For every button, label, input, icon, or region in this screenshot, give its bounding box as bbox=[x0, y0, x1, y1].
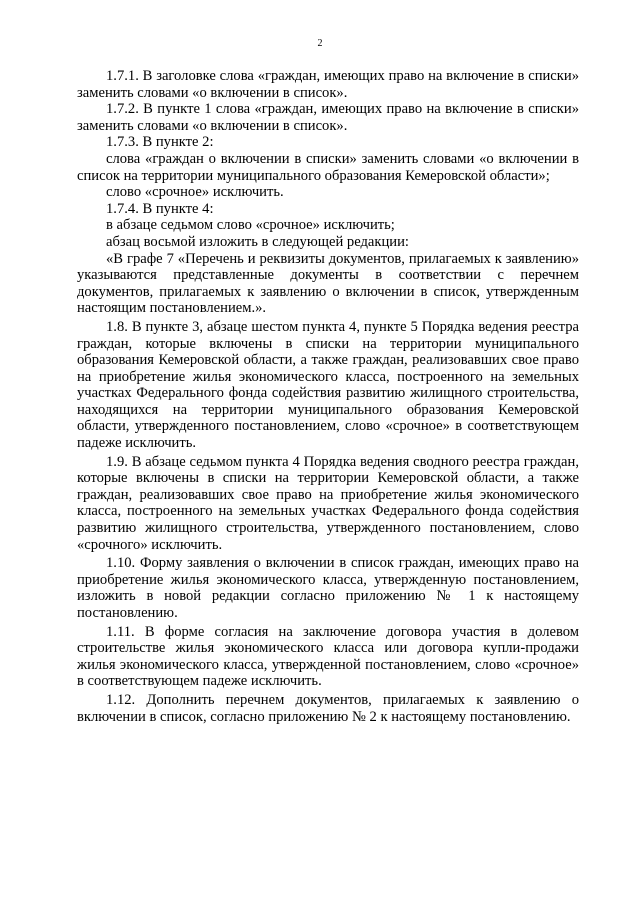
paragraph-1-7-3: 1.7.3. В пункте 2: bbox=[106, 134, 214, 151]
paragraph-1-7-4: 1.7.4. В пункте 4: bbox=[106, 200, 214, 217]
paragraph-1-11: 1.11. В форме согласия на заключение договора участия в долевом строительстве жилья экономического класса или договора купли-продажи жилья экономического класса, утвержденной постановлением, слово «срочное» в соответствующем падеже исключить. bbox=[77, 623, 579, 690]
paragraph-1-10: 1.10. Форму заявления о включении в список граждан, имеющих право на приобретение жилья экономического класса, утвержденную постановлением, изложить в новой редакции согласно приложению № 1 к настоящему постановлению. bbox=[77, 555, 579, 621]
paragraph-1-7-3-exclude: слово «срочное» исключить. bbox=[106, 184, 284, 201]
paragraph-1-7-4-eighth: абзац восьмой изложить в следующей редакции: bbox=[106, 233, 409, 250]
paragraph-1-12: 1.12. Дополнить перечнем документов, прилагаемых к заявлению о включении в список, согласно приложению № 2 к настоящему постановлению. bbox=[77, 691, 579, 725]
paragraph-1-7-3-words: слова «граждан о включении в списки» заменить словами «о включении в список на территории муниципального образования Кемеровской области»; bbox=[77, 150, 579, 184]
paragraph-1-7-2: 1.7.2. В пункте 1 слова «граждан, имеющих право на включение в списки» заменить словами «о включении в список». bbox=[77, 101, 579, 134]
document-body bbox=[77, 68, 579, 725]
paragraph-1-9: 1.9. В абзаце седьмом пункта 4 Порядка ведения сводного реестра граждан, которые включены в списки на территории Кемеровской области, а также граждан, реализовавших свое право на приобретение жилья экономического класса, построенного на земельных участках Федерального фонда содействия развитию жилищного строительства, утвержденного постановлением, слово «срочного» исключить. bbox=[77, 453, 579, 553]
paragraph-1-7-4-seventh: в абзаце седьмом слово «срочное» исключить; bbox=[106, 217, 395, 234]
paragraph-1-7-1: 1.7.1. В заголовке слова «граждан, имеющих право на включение в списки» заменить словами «о включении в список». bbox=[77, 68, 579, 101]
page-number: 2 bbox=[317, 38, 323, 49]
paragraph-1-8: 1.8. В пункте 3, абзаце шестом пункта 4, пункте 5 Порядка ведения реестра граждан, которые включены в списки на территории муниципального образования Кемеровской области, а также граждан, реализовавших свое право на приобретение жилья экономического класса, построенного на земельных участках Федерального фонда содействия развитию жилищного строительства, находящихся на территории муниципального образования Кемеровской области, утвержденного постановлением, слово «срочное» в соответствующем падеже исключить. bbox=[77, 318, 579, 452]
paragraph-1-7-4-quote: «В графе 7 «Перечень и реквизиты документов, прилагаемых к заявлению» указываются представленные документы в соответствии с перечнем документов, прилагаемых к заявлению о включении в список, утвержденным настоящим постановлением.». bbox=[77, 250, 579, 317]
